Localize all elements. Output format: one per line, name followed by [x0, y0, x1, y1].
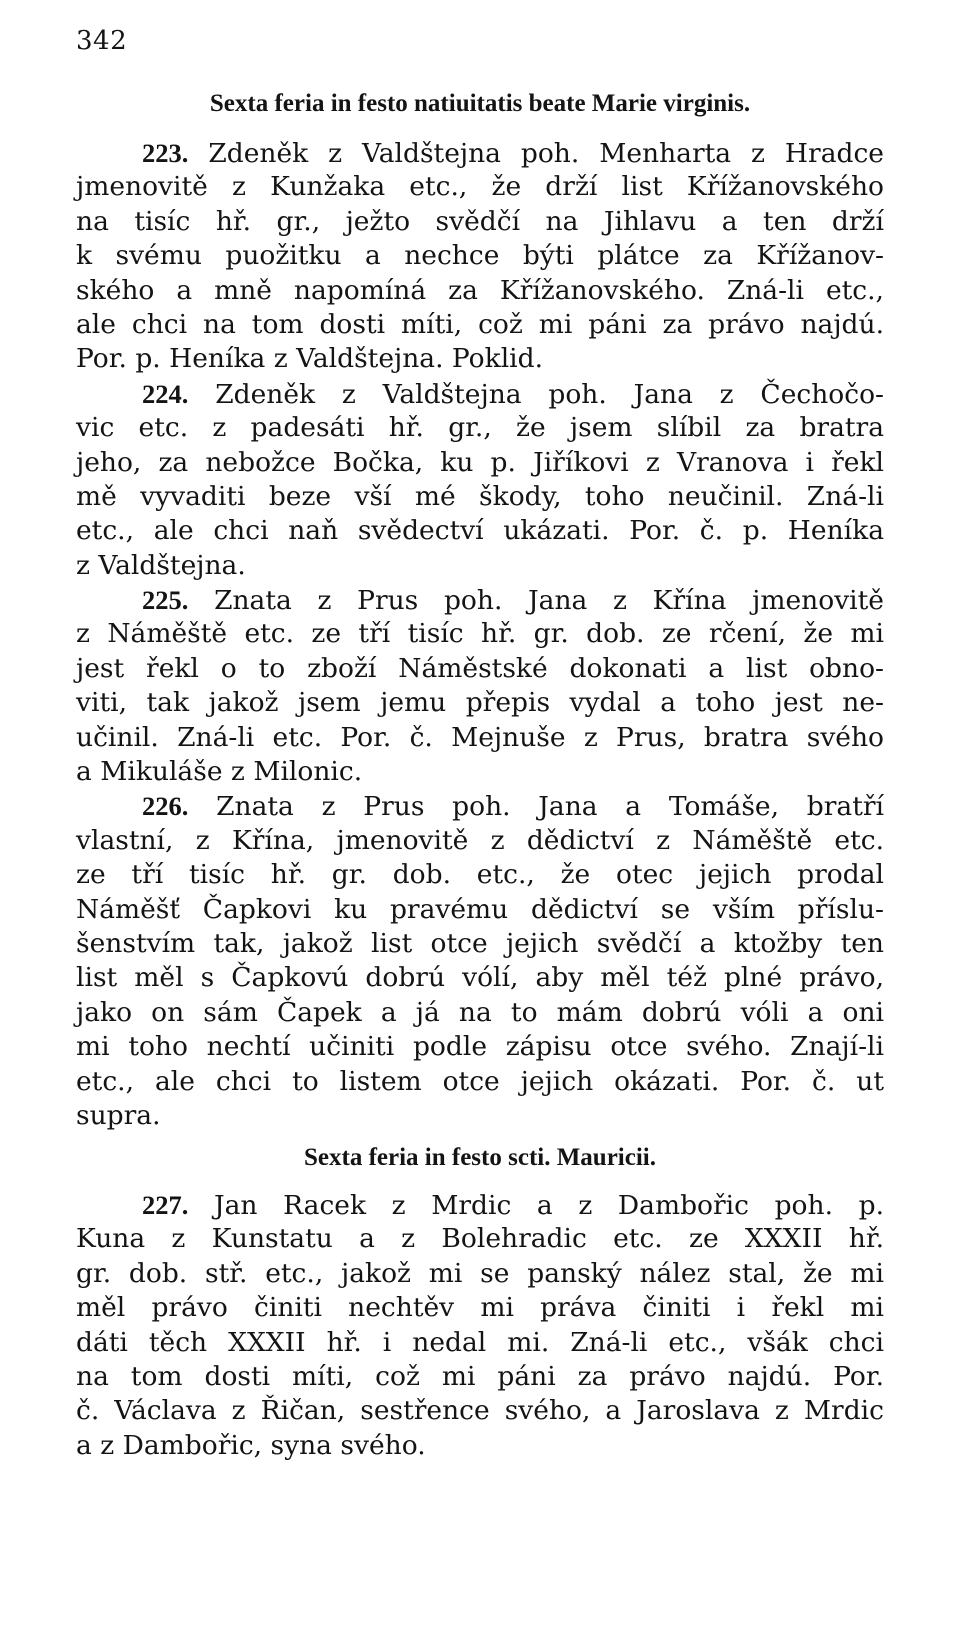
entry-line: ale chci na tom dosti míti, což mi páni za právo najdú.	[76, 308, 884, 340]
entry-line: etc., ale chci naň svědectví ukázati. Por. č. p. Heníka	[76, 515, 884, 547]
entry-line: Por. p. Heníka z Valdštejna. Poklid.	[76, 343, 544, 375]
entry-line: měl právo činiti nechtěv mi práva činiti i řekl mi	[76, 1292, 884, 1324]
entry-line: ského a mně napomíná za Křížanovského. Zná-li etc.,	[76, 274, 884, 306]
entry-line: jest řekl o to zboží Náměstské dokonati a list obno-	[76, 652, 884, 684]
entry-line: k svému puožitku a nechce býti plátce za Křížanov-	[76, 240, 884, 272]
entry-line: supra.	[76, 1099, 161, 1131]
entry-line: gr. dob. stř. etc., jakož mi se panský nález stal, že mi	[76, 1257, 884, 1289]
entry-line	[76, 136, 884, 170]
entry-line: a z Dambořic, syna svého.	[76, 1429, 426, 1461]
entry-line: jeho, za nebožce Bočka, ku p. Jiříkovi z Vranova i řekl	[76, 446, 884, 478]
entry-line	[76, 583, 884, 617]
entry-line: dáti těch XXXII hř. i nedal mi. Zná-li etc., všák chci	[76, 1326, 884, 1358]
section-heading: Sexta feria in festo natiuitatis beate Marie virginis.	[209, 90, 751, 117]
entry-line: jmenovitě z Kunžaka etc., že drží list Křížanovského	[76, 171, 884, 203]
entry-line: etc., ale chci to listem otce jejich okázati. Por. č. ut	[76, 1065, 884, 1097]
entry-number: 223.	[142, 138, 189, 168]
entry-line: jako on sám Čapek a já na to mám dobrú vóli a oni	[76, 996, 884, 1028]
entry-line: na tom dosti míti, což mi páni za právo najdú. Por.	[76, 1360, 884, 1392]
entry-number: 226.	[142, 791, 189, 822]
entry-line: a Mikuláše z Milonic.	[76, 756, 363, 788]
entry-text: Znata z Prus poh. Jana z Křína jmenovitě	[214, 585, 884, 617]
entry-line	[76, 1188, 884, 1222]
entry-text: Zdeněk z Valdštejna poh. Jana z Čechočo-	[215, 378, 884, 410]
entry-number: 225.	[142, 585, 189, 616]
entry-line: Náměšť Čapkovi ku pravému dědictví se vším příslu-	[76, 893, 884, 925]
entry-line: šenstvím tak, jakož list otce jejich svědčí a ktožby ten	[76, 927, 884, 959]
entry-line: z Náměště etc. ze tří tisíc hř. gr. dob. ze rčení, že mi	[76, 618, 884, 650]
entry-text: Znata z Prus poh. Jana a Tomáše, bratří	[216, 791, 884, 823]
entry-line: učinil. Zná-li etc. Por. č. Mejnuše z Prus, bratra svého	[76, 721, 884, 753]
entry-line: mě vyvaditi beze vší mé škody, toho neučinil. Zná-li	[76, 480, 884, 512]
entry-line: č. Václava z Řičan, sestřence svého, a Jaroslava z Mrdic	[76, 1395, 884, 1427]
entry-text: Zdeněk z Valdštejna poh. Menharta z Hradce	[208, 138, 884, 169]
entry-line	[76, 789, 884, 823]
entry-line: ze tří tisíc hř. gr. dob. etc., že otec jejich prodal	[76, 859, 884, 891]
page-number: 342	[76, 26, 128, 56]
entry-line: mi toho nechtí učiniti podle zápisu otce svého. Znají-li	[76, 1031, 884, 1063]
entry-number: 224.	[142, 378, 189, 409]
entry-line: Kuna z Kunstatu a z Bolehradic etc. ze XXXII hř.	[76, 1223, 884, 1255]
entry-line: list měl s Čapkovú dobrú vólí, aby měl též plné právo,	[76, 962, 884, 994]
entry-line: z Valdštejna.	[76, 549, 246, 581]
section-body	[76, 136, 884, 1133]
section-body	[76, 1188, 884, 1463]
entry-line: na tisíc hř. gr., ježto svědčí na Jihlavu a ten drží	[76, 205, 884, 237]
entry-number: 227.	[142, 1190, 189, 1220]
entry-text: Jan Racek z Mrdic a z Dambořic poh. p.	[214, 1190, 884, 1221]
entry-line: vlastní, z Křína, jmenovitě z dědictví z Náměště etc.	[76, 824, 884, 856]
entry-line: vic etc. z padesáti hř. gr., že jsem slíbil za bratra	[76, 412, 884, 444]
section-heading: Sexta feria in festo scti. Mauricii.	[304, 1144, 656, 1171]
entry-line	[76, 377, 884, 411]
entry-line: viti, tak jakož jsem jemu přepis vydal a toho jest ne-	[76, 687, 884, 719]
